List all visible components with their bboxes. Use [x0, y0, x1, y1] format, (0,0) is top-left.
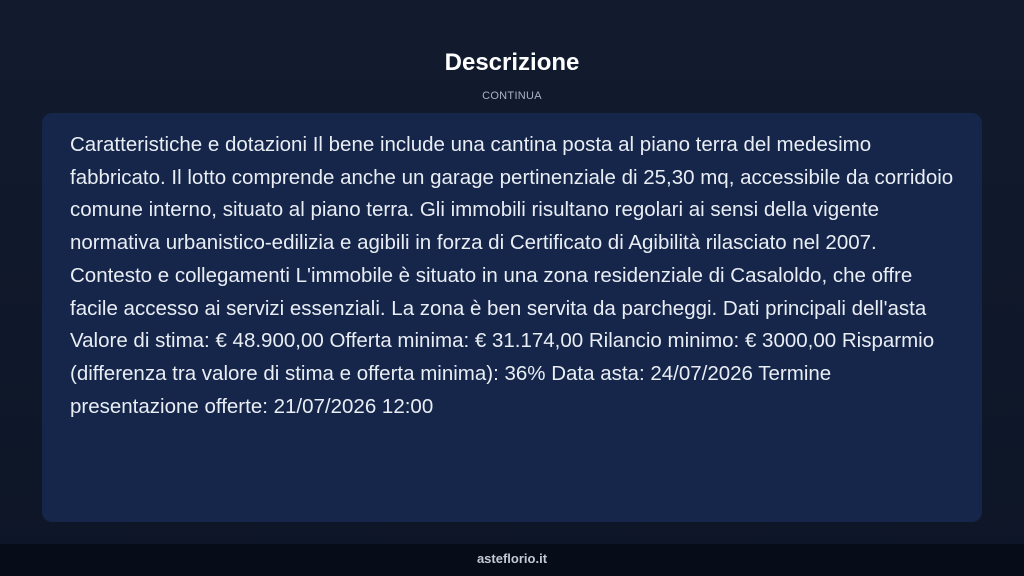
footer-bar — [0, 544, 1024, 576]
section-subtitle: CONTINUA — [482, 90, 542, 102]
site-name: asteflorio.it — [476, 551, 548, 566]
description-card — [42, 113, 982, 522]
page-title: Descrizione — [444, 49, 580, 76]
description-text: Caratteristiche e dotazioni Il bene include una cantina posta al piano terra del medesimo fabbricato. Il lotto comprende anche un garage pertinenziale di 25,30 mq, accessibile da corridoio comune interno, situato al piano terra. Gli immobili risultano regolari ai sensi della vigente normativa urbanistico-edilizia e agibili in forza di Certificato di Agibilità rilasciato nel 2007. Contesto e collegamenti L'immobile è situato in una zona residenziale di Casaloldo, che offre facile accesso ai servizi essenziali. La zona è ben servita da parcheggi. Dati principali dell'asta Valore di stima: € 48.900,00 Offerta minima: € 31.174,00 Rilancio minimo: € 3000,00 Risparmio (differenza tra valore di stima e offerta minima): 36% Data asta: 24/07/2026 Termine presentazione offerte: 21/07/2026 12:00 — [70, 133, 954, 418]
